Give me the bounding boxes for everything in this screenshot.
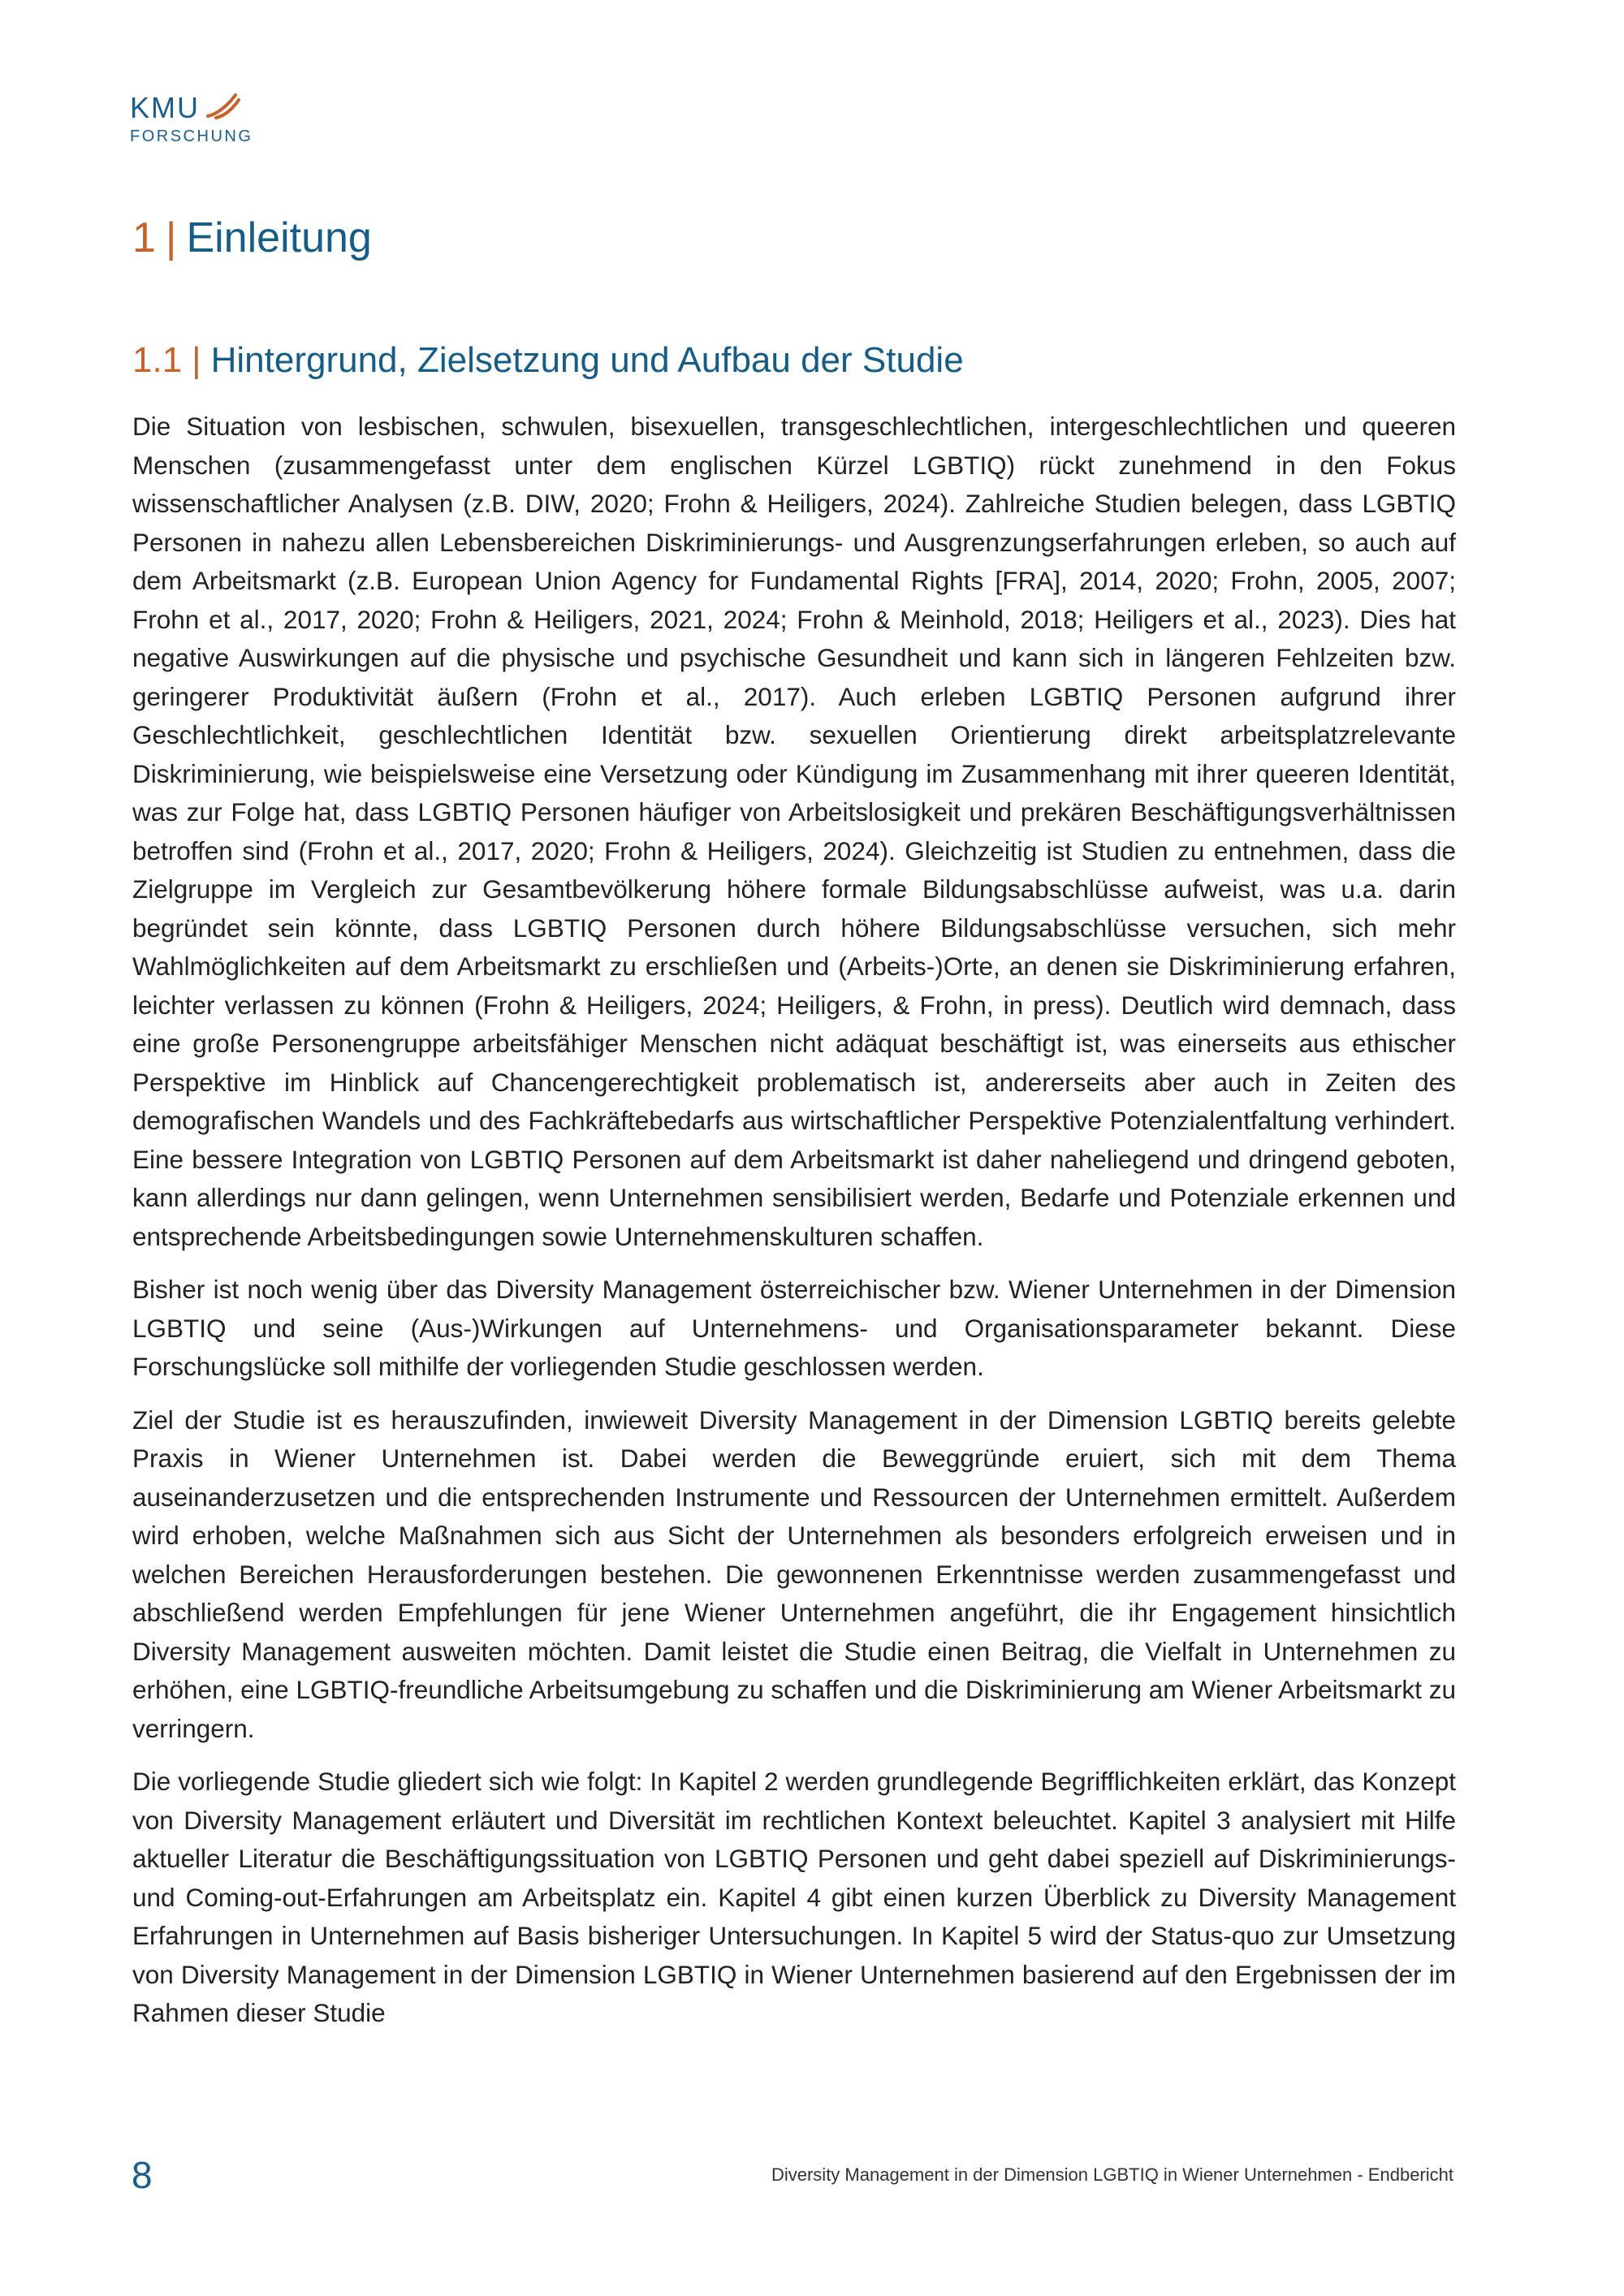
logo-text: KMU [130, 91, 200, 124]
running-title: Diversity Management in der Dimension LGBTIQ in Wiener Unternehmen - Endbericht [771, 2164, 1453, 2185]
chapter-heading [132, 213, 372, 263]
kmu-forschung-logo [130, 92, 260, 146]
paragraph: Bisher ist noch wenig über das Diversity Management österreichischer bzw. Wiener Unternehmen in der Dimension LGBTIQ und seine (Aus-)Wirkungen auf Unternehmens- und Organisationsparameter bekannt. Diese Forschungslücke soll mithilfe der vorliegenden Studie geschlossen werden. [132, 1275, 1456, 1381]
paragraph: Die vorliegende Studie gliedert sich wie folgt: In Kapitel 2 werden grundlegende Begrifflichkeiten erklärt, das Konzept von Diversity Management erläutert und Diversität im rechtlichen Kontext beleuchtet. Kapitel 3 analysiert mit Hilfe aktueller Literatur die Beschäftigungssituation von LGBTIQ Personen und geht dabei speziell auf Diskriminierungs- und Coming-out-Erfahrungen am Arbeitsplatz ein. Kapitel 4 gibt einen kurzen Überblick zu Diversity Management Erfahrungen in Unternehmen auf Basis bisheriger Untersuchungen. In Kapitel 5 wird der Status-quo zur Umsetzung von Diversity Management in der Dimension LGBTIQ in Wiener Unternehmen basierend auf den Ergebnissen der im Rahmen dieser Studie [132, 1767, 1456, 2027]
chapter-separator: | [165, 214, 177, 261]
section-number: 1.1 [132, 340, 183, 380]
section-separator: | [192, 340, 201, 380]
chapter-number: 1 [132, 214, 156, 261]
section-heading [132, 339, 964, 382]
page-number: 8 [132, 2154, 153, 2196]
chapter-title: Einleitung [186, 214, 372, 261]
section-title: Hintergrund, Zielsetzung und Aufbau der Studie [210, 340, 964, 380]
logo-leaf-icon [203, 92, 242, 124]
logo-subtitle: FORSCHUNG [130, 127, 253, 145]
paragraph: Die Situation von lesbischen, schwulen, bisexuellen, transgeschlechtlichen, intergeschlechtlichen und queeren Menschen (zusammengefasst unter dem englischen Kürzel LGBTIQ) rückt zunehmend in den Fokus wissenschaftlicher Analysen (z.B. DIW, 2020; Frohn & Heiligers, 2024). Zahlreiche Studien belegen, dass LGBTIQ Personen in nahezu allen Lebensbereichen Diskriminierungs- und Ausgrenzungserfahrungen erleben, so auch auf dem Arbeitsmarkt (z.B. European Union Agency for Fundamental Rights [FRA], 2014, 2020; Frohn, 2005, 2007; Frohn et al., 2017, 2020; Frohn & Heiligers, 2021, 2024; Frohn & Meinhold, 2018; Heiligers et al., 2023). Dies hat negative Auswirkungen auf die physische und psychische Gesundheit und kann sich in längeren Fehlzeiten bzw. geringerer Produktivität äußern (Frohn et al., 2017). Auch erleben LGBTIQ Personen aufgrund ihrer Geschlechtlichkeit, geschlechtlichen Identität bzw. sexuellen Orientierung direkt arbeitsplatzrelevante Diskriminierung, wie beispielsweise eine Versetzung oder Kündigung im Zusammenhang mit ihrer queeren Identität, was zur Folge hat, dass LGBTIQ Personen häufiger von Arbeitslosigkeit und prekären Beschäftigungsverhältnissen betroffen sind (Frohn et al., 2017, 2020; Frohn & Heiligers, 2024). Gleichzeitig ist Studien zu entnehmen, dass die Zielgruppe im Vergleich zur Gesamtbevölkerung höhere formale Bildungsabschlüsse aufweist, was u.a. darin begründet sein könnte, dass LGBTIQ Personen durch höhere Bildungsabschlüsse versuchen, sich mehr Wahlmöglichkeiten auf dem Arbeitsmarkt zu erschließen und (Arbeits-)Orte, an denen sie Diskriminierung erfahren, leichter verlassen zu können (Frohn & Heiligers, 2024; Heiligers, & Frohn, in press). Deutlich wird demnach, dass eine große Personengruppe arbeitsfähiger Menschen nicht adäquat beschäftigt ist, was einerseits aus ethischer Perspektive im Hinblick auf Chancengerechtigkeit problematisch ist, andererseits aber auch in Zeiten des demografischen Wandels und des Fachkräftebedarfs aus wirtschaftlicher Perspektive Potenzialentfaltung verhindert. Eine bessere Integration von LGBTIQ Personen auf dem Arbeitsmarkt ist daher naheliegend und dringend geboten, kann allerdings nur dann gelingen, wenn Unternehmen sensibilisiert werden, Bedarfe und Potenziale erkennen und entsprechende Arbeitsbedingungen sowie Unternehmenskulturen schaffen. [132, 412, 1456, 1251]
body-text [132, 408, 1456, 2048]
paragraph: Ziel der Studie ist es herauszufinden, inwieweit Diversity Management in der Dimension LGBTIQ bereits gelebte Praxis in Wiener Unternehmen ist. Dabei werden die Beweggründe eruiert, sich mit dem Thema auseinanderzusetzen und die entsprechenden Instrumente und Ressourcen der Unternehmen ermittelt. Außerdem wird erhoben, welche Maßnahmen sich aus Sicht der Unternehmen als besonders erfolgreich erweisen und in welchen Bereichen Herausforderungen bestehen. Die gewonnenen Erkenntnisse werden zusammengefasst und abschließend werden Empfehlungen für jene Wiener Unternehmen angeführt, die ihr Engagement hinsichtlich Diversity Management ausweiten möchten. Damit leistet die Studie einen Beitrag, die Vielfalt in Unternehmen zu erhöhen, eine LGBTIQ-freundliche Arbeitsumgebung zu schaffen und die Diskriminierung am Wiener Arbeitsmarkt zu verringern. [132, 1405, 1456, 1743]
